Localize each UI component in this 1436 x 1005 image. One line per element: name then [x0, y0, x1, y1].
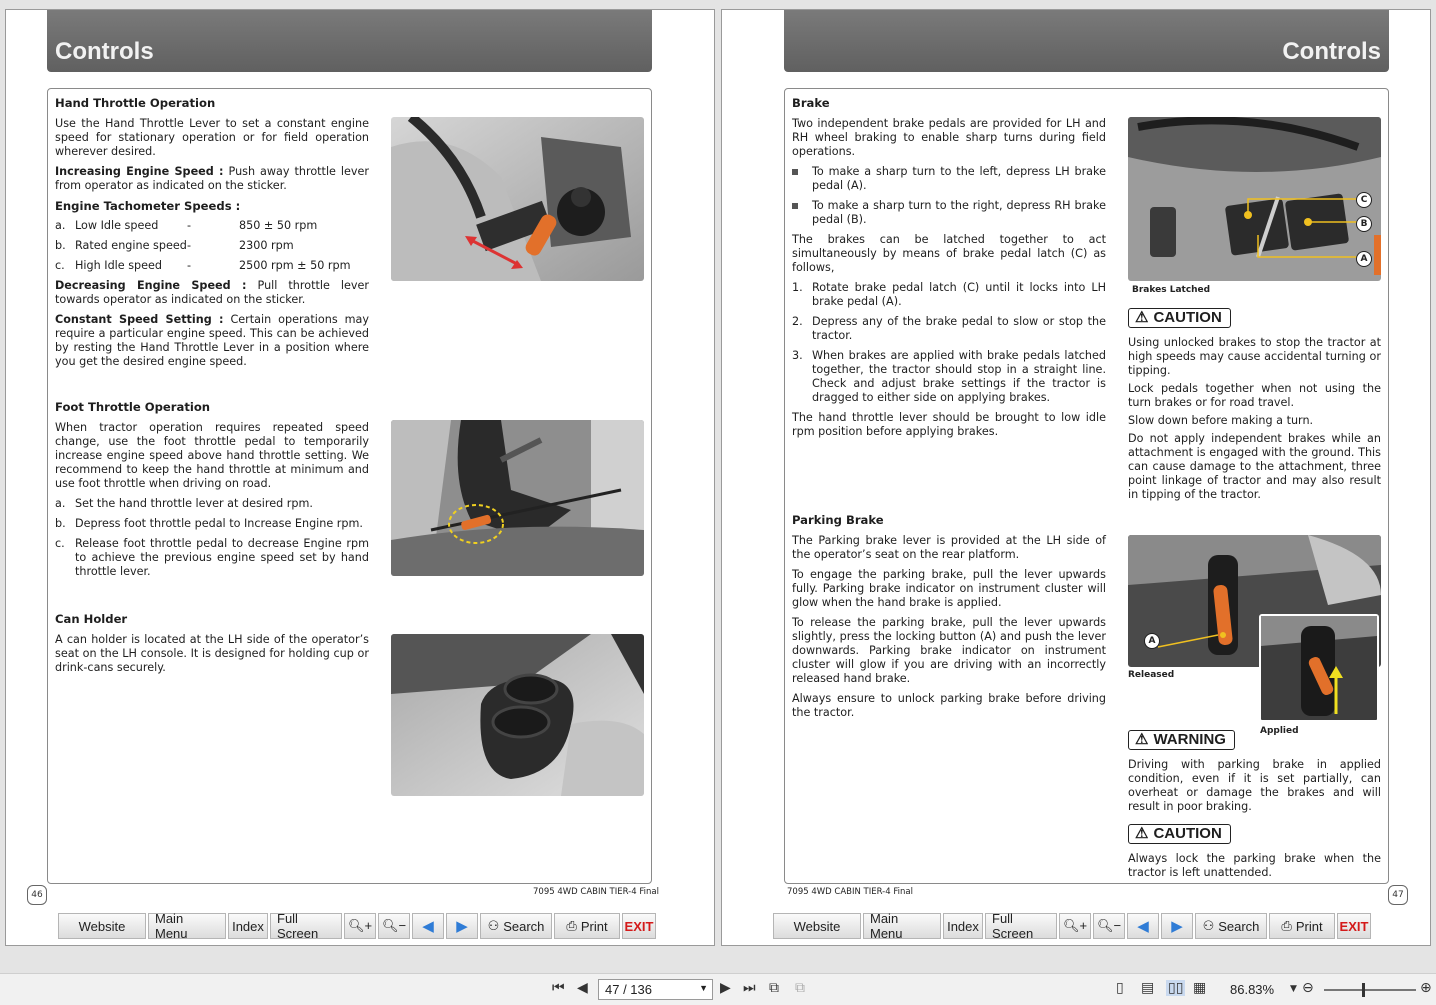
two-page-continuous-icon[interactable]: ▦	[1193, 980, 1207, 996]
parking-brake-applied-photo	[1259, 614, 1379, 722]
spec-dash: -	[187, 219, 192, 232]
zoom-out-button[interactable]	[378, 913, 410, 939]
paragraph	[55, 165, 369, 193]
zoom-out-icon[interactable]: ⊖	[1302, 980, 1314, 996]
paragraph: Lock pedals together when not using the turn brakes or for road travel.	[1128, 382, 1381, 409]
paragraph: The Parking brake lever is provided at the LH side of the operator’s seat on the rear platform.	[792, 534, 1106, 561]
paragraph: Driving with parking brake in applied condition, even if it is set partially, can overheat or damage the brakes and will result in poor braking.	[1128, 758, 1381, 813]
list-text: To make a sharp turn to the right, depress RH brake pedal (B).	[812, 199, 1106, 226]
section-heading: Can Holder	[55, 612, 128, 626]
document-code: 7095 4WD CABIN TIER-4 Final	[787, 887, 913, 897]
list-key: 3.	[792, 349, 803, 362]
page-number: 46	[27, 885, 47, 905]
list-text: Set the hand throttle lever at desired rpm.	[75, 497, 313, 510]
callout-a: A	[1356, 251, 1372, 267]
spec-dash: -	[187, 239, 192, 252]
paragraph: Always lock the parking brake when the tractor is left unattended.	[1128, 852, 1381, 879]
paragraph: To engage the parking brake, pull the lever upwards fully. Parking brake indicator on instrument cluster will glow when the hand brake is applied.	[792, 568, 1106, 609]
square-bullet-icon	[792, 169, 798, 175]
single-page-view-icon[interactable]: ▯	[1116, 980, 1124, 996]
photo-caption: Brakes Latched	[1132, 285, 1211, 295]
website-button[interactable]: Website	[58, 913, 146, 939]
printer-icon: ⎙	[566, 918, 577, 933]
list-text: Rotate brake pedal latch (C) until it locks into LH brake pedal (A).	[812, 281, 1106, 308]
warning-block	[1128, 728, 1381, 886]
list-text: To make a sharp turn to the left, depress LH brake pedal (A).	[812, 165, 1106, 192]
paragraph: The hand throttle lever should be brought to low idle rpm position before applying brakes.	[792, 411, 1106, 438]
inline-text: Push away throttle lever from operator as indicated on the sticker.	[55, 165, 369, 192]
section-banner	[784, 10, 1389, 72]
brakes-latched-photo	[1128, 117, 1381, 281]
paragraph: Slow down before making a turn.	[1128, 414, 1314, 427]
print-label: Print	[580, 918, 608, 934]
search-button[interactable]	[1195, 913, 1267, 939]
list-item	[55, 537, 369, 579]
zoom-out-button[interactable]	[1093, 913, 1125, 939]
list-key: c.	[55, 259, 65, 272]
spec-name: Rated engine speed	[75, 239, 187, 252]
index-button[interactable]: Index	[228, 913, 268, 939]
fit-page-icon[interactable]: ⧉	[769, 980, 779, 996]
next-page-button[interactable]	[1161, 913, 1193, 939]
section-title: Controls	[55, 38, 154, 65]
list-item	[792, 315, 1106, 343]
subheading: Engine Tachometer Speeds :	[55, 199, 241, 213]
binoculars-icon: ⚇	[487, 918, 500, 933]
paragraph: Use the Hand Throttle Lever to set a constant engine speed for stationary operation or for field operation wherever desired.	[55, 117, 369, 158]
caution-label	[1128, 308, 1231, 328]
zoom-in-button[interactable]	[1059, 913, 1091, 939]
warning-text: WARNING	[1153, 731, 1226, 748]
main-menu-button[interactable]: Main Menu	[863, 913, 941, 939]
search-button[interactable]	[480, 913, 552, 939]
exit-button[interactable]: EXIT	[622, 913, 656, 939]
spec-name: Low Idle speed	[75, 219, 159, 232]
list-key: a.	[55, 219, 66, 232]
paragraph: When tractor operation requires repeated speed change, use the foot throttle pedal to temporarily increase engine speed above hand throttle setting. We recommend to keep the hand throttle at minimum and use foot throttle when driving on road.	[55, 421, 369, 490]
triangle-left-icon: ◀	[422, 918, 434, 935]
warning-triangle-icon: ⚠	[1135, 309, 1149, 326]
paragraph: A can holder is located at the LH side of the operator’s seat on the LH console. It is designed for holding cup or drink-cans securely.	[55, 633, 369, 674]
list-key: b.	[55, 517, 66, 530]
list-item	[792, 349, 1106, 405]
paragraph: Using unlocked brakes to stop the tractor at high speeds may cause accidental turning or tipping.	[1128, 336, 1381, 377]
spec-row	[55, 219, 369, 233]
inline-label: Constant Speed Setting :	[55, 313, 224, 326]
warning-triangle-icon: ⚠	[1135, 731, 1149, 748]
zoom-level[interactable]: 86.83%	[1230, 982, 1275, 997]
full-screen-button[interactable]: Full Screen	[270, 913, 342, 939]
warning-triangle-icon: ⚠	[1135, 825, 1149, 842]
main-menu-button[interactable]: Main Menu	[148, 913, 226, 939]
nav-toolbar	[58, 913, 656, 939]
list-key: a.	[55, 497, 66, 510]
zoom-slider-handle[interactable]	[1362, 983, 1365, 997]
photo-caption: Applied	[1260, 726, 1299, 736]
caution-text: CAUTION	[1153, 309, 1222, 326]
caution-text: CAUTION	[1153, 825, 1222, 842]
spec-row	[55, 239, 369, 253]
next-page-icon[interactable]: ▶	[720, 980, 731, 996]
foot-throttle-section	[55, 400, 369, 585]
paragraph: To release the parking brake, pull the lever upwards slightly, press the locking button (A) and push the lever downwards. Parking brake indicator on instrument cluster will glow if you are driving with an incorrectly released hand brake.	[792, 616, 1106, 685]
section-title: Controls	[1282, 38, 1381, 65]
spec-row	[55, 259, 369, 273]
zoom-out-icon: 🔍︎−	[381, 918, 407, 933]
section-heading: Hand Throttle Operation	[55, 96, 216, 110]
section-heading: Parking Brake	[792, 513, 884, 527]
search-label: Search	[503, 918, 545, 934]
page-number-field[interactable]	[598, 979, 713, 1000]
section-banner	[47, 10, 652, 72]
zoom-in-icon: 🔍︎+	[347, 918, 373, 933]
document-code: 7095 4WD CABIN TIER-4 Final	[533, 887, 659, 897]
spec-dash: -	[187, 259, 192, 272]
exit-button[interactable]: EXIT	[1337, 913, 1371, 939]
zoom-out-icon: 🔍︎−	[1096, 918, 1122, 933]
callout-b: B	[1356, 216, 1372, 232]
section-heading: Foot Throttle Operation	[55, 400, 211, 414]
chevron-down-icon: ▼	[699, 983, 708, 993]
paragraph: Always ensure to unlock parking brake before driving the tractor.	[792, 692, 1106, 719]
list-key: 2.	[792, 315, 803, 328]
triangle-right-icon: ▶	[1171, 918, 1183, 935]
nav-toolbar	[773, 913, 1371, 939]
binoculars-icon: ⚇	[1202, 918, 1215, 933]
foot-throttle-photo	[391, 420, 644, 576]
spec-value: 2300 rpm	[239, 239, 294, 252]
first-page-icon[interactable]: ⏮	[552, 980, 565, 996]
search-label: Search	[1218, 918, 1260, 934]
callout-c: C	[1356, 192, 1372, 208]
zoom-slider[interactable]	[1324, 989, 1416, 991]
paragraph	[55, 313, 369, 369]
bullet-item	[792, 165, 1106, 193]
printer-icon: ⎙	[1281, 918, 1292, 933]
caution-block	[1128, 306, 1381, 506]
left-page	[5, 9, 715, 946]
paragraph	[55, 279, 369, 307]
list-item	[792, 281, 1106, 309]
parking-brake-section	[792, 513, 1106, 726]
can-holder-photo	[391, 634, 644, 796]
website-button[interactable]: Website	[773, 913, 861, 939]
caution-label	[1128, 824, 1231, 844]
spec-value: 2500 rpm ± 50 rpm	[239, 259, 351, 272]
next-page-button[interactable]	[446, 913, 478, 939]
inline-text: Certain operations may require a particular engine speed. This can be achieved by resting the Hand Throttle Lever in a position where you get the desired engine speed.	[55, 313, 369, 368]
inline-text: Pull throttle lever towards operator as indicated on the sticker.	[55, 279, 369, 306]
continuous-view-icon[interactable]: ▤	[1141, 980, 1155, 996]
fit-width-icon[interactable]: ⧉	[795, 980, 805, 996]
spec-value: 850 ± 50 rpm	[239, 219, 318, 232]
last-page-icon[interactable]: ⏭	[743, 980, 756, 996]
page-number-value: 47 / 136	[605, 982, 652, 997]
previous-page-button[interactable]	[1127, 913, 1159, 939]
viewer-status-bar	[0, 973, 1436, 1005]
page-number: 47	[1388, 885, 1408, 905]
list-text: Release foot throttle pedal to decrease Engine rpm to achieve the previous engine speed set by hand throttle lever.	[75, 537, 369, 578]
print-label: Print	[1295, 918, 1323, 934]
zoom-in-button[interactable]	[344, 913, 376, 939]
two-page-view-icon[interactable]: ▯▯	[1168, 980, 1184, 996]
paragraph: The brakes can be latched together to act simultaneously by means of brake pedal latch (C) as follows,	[792, 233, 1106, 274]
previous-page-icon[interactable]: ◀	[577, 980, 588, 996]
chevron-down-icon[interactable]: ▼	[1290, 984, 1297, 994]
paragraph: Do not apply independent brakes while an attachment is engaged with the ground. This can cause damage to the attachment, three point linkage of tractor and may also result in tipping of the tractor.	[1128, 432, 1381, 501]
list-item	[55, 497, 369, 511]
print-button[interactable]	[1269, 913, 1335, 939]
triangle-left-icon: ◀	[1137, 918, 1149, 935]
right-page	[721, 9, 1431, 946]
hand-throttle-photo	[391, 117, 644, 281]
square-bullet-icon	[792, 203, 798, 209]
list-text: Depress any of the brake pedal to slow or stop the tractor.	[812, 315, 1106, 342]
full-screen-button[interactable]: Full Screen	[985, 913, 1057, 939]
brake-section	[792, 96, 1106, 445]
triangle-right-icon: ▶	[456, 918, 468, 935]
spec-name: High Idle speed	[75, 259, 163, 272]
list-item	[55, 517, 369, 531]
print-button[interactable]	[554, 913, 620, 939]
can-holder-section	[55, 612, 369, 681]
list-text: Depress foot throttle pedal to Increase Engine rpm.	[75, 517, 363, 530]
zoom-in-icon: 🔍︎+	[1062, 918, 1088, 933]
zoom-in-icon[interactable]: ⊕	[1420, 980, 1432, 996]
index-button[interactable]: Index	[943, 913, 983, 939]
callout-a: A	[1144, 633, 1160, 649]
bullet-item	[792, 199, 1106, 227]
list-key: c.	[55, 537, 65, 550]
previous-page-button[interactable]	[412, 913, 444, 939]
list-text: When brakes are applied with brake pedals latched together, the tractor should stop in a straight line. Check and adjust brake settings if the tractor is dragged to either side on applying brakes.	[812, 349, 1106, 404]
paragraph: Two independent brake pedals are provided for LH and RH wheel braking to enable sharp turns during field operations.	[792, 117, 1106, 158]
photo-caption: Released	[1128, 670, 1175, 680]
list-key: 1.	[792, 281, 803, 294]
section-heading: Brake	[792, 96, 830, 110]
hand-throttle-section	[55, 96, 369, 375]
inline-label: Decreasing Engine Speed :	[55, 279, 247, 292]
inline-label: Increasing Engine Speed :	[55, 165, 224, 178]
list-key: b.	[55, 239, 66, 252]
warning-label	[1128, 730, 1235, 750]
